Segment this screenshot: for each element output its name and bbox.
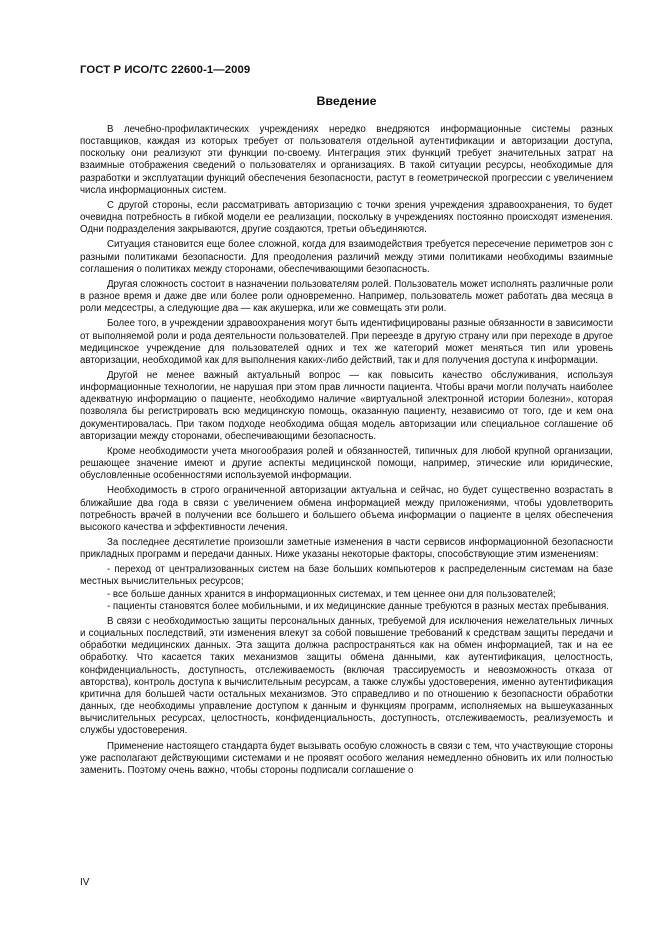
list-item: - все больше данных хранится в информационных системах, и тем ценнее они для пользователей; [80,589,613,601]
paragraph: За последнее десятилетие произошли заметные изменения в части сервисов информационной безопасности прикладных программ и передачи данных. Ниже указаны некоторые факторы, способствующие этим изменениям: [80,537,613,561]
paragraph: Необходимость в строго ограниченной авторизации актуальна и сейчас, но будет существенно возрастать в ближайшие два года в связи с увеличением обмена информацией между приложениями, чтобы удовлетворить потребность врачей в получении все большего и большего объема информации о пациенте в целях обеспечения высокого качества и эффективности лечения. [80,485,613,533]
list-item: - переход от централизованных систем на базе больших компьютеров к распределенным системам на базе местных вычислительных ресурсов; [80,564,613,588]
paragraph: В лечебно-профилактических учреждениях нередко внедряются информационные системы разных поставщиков, каждая из которых требует от пользователя отдельной аутентификации и авторизации доступа, поскольку они реализуют эти функции по-своему. Интеграция этих функций требует значительных затрат на взаимные отображения сведений о пользователях и организациях. В такой ситуации ресурсы, необходимые для разработки и эксплуатации функций обеспечения безопасности, растут в геометрической прогрессии с увеличением числа информационных систем. [80,124,613,196]
paragraph: Более того, в учреждении здравоохранения могут быть идентифицированы разные обязанности в зависимости от выполняемой роли и рода деятельности пользователей. При переезде в другую страну или при переходе в другое медицинское учреждение для пользователей одних и тех же категорий может меняться тип или уровень авторизации, необходимой как для выполнения каких-либо действий, так и для получения доступа к информации. [80,318,613,366]
page-number: IV [80,877,90,888]
paragraph: С другой стороны, если рассматривать авторизацию с точки зрения учреждения здравоохранения, то будет очевидна потребность в гибкой модели ее реализации, поскольку в учреждениях постоянно происходят изменения. Одни подразделения закрываются, другие создаются, третьи объединяются. [80,199,613,236]
body-text [80,124,613,780]
paragraph: Применение настоящего стандарта будет вызывать особую сложность в связи с тем, что участвующие стороны уже располагают действующими системами и не проявят особого желания немедленно обновить их или полностью заменить. Поэтому очень важно, чтобы стороны подписали соглашение о [80,740,613,776]
section-title: Введение [316,94,377,108]
paragraph: Другая сложность состоит в назначении пользователям ролей. Пользователь может исполнять различные роли в разное время и даже две или более роли одновременно. Например, пользователь может работать два месяца в роли медсестры, а следующие два — как акушерка, или же совмещать эти роли. [80,278,613,315]
paragraph: Ситуация становится еще более сложной, когда для взаимодействия требуется пересечение периметров зон с разными политиками безопасности. Для преодоления различий между этими политиками необходимы взаимные соглашения о политиках между сторонами, обеспечивающими безопасность. [80,239,613,275]
paragraph: Другой не менее важный актуальный вопрос — как повысить качество обслуживания, используя информационные технологии, не нарушая при этом прав личности пациента. Чтобы врачи могли получать наиболее адекватную информацию о пациенте, необходимо наличие «виртуальной электронной истории болезни», которая позволяла бы регистрировать всю медицинскую помощь, оказанную пациенту, независимо от того, где и кем она документировалась. При таком подходе необходима общая модель авторизации или специальное соглашение об авторизации между сторонами, обеспечивающими безопасность. [80,369,613,442]
factor-list [80,564,613,613]
list-item: - пациенты становятся более мобильными, и их медицинские данные требуются в разных местах пребывания. [80,601,613,613]
paragraph: В связи с необходимостью защиты персональных данных, требуемой для исключения нежелательных личных и социальных последствий, эти изменения влекут за собой повышение требований к средствам защиты передачи и обработки медицинских данных. Эта защита должна распространяться как на обмен информацией, так и на ее обработку. Что касается таких механизмов защиты обмена данными, как аутентификация, целостность, конфиденциальность, доступность, отслеживаемость (включая трассируемость и невозможность отказа от авторства), контроль доступа к вычислительным ресурсам, а также службы удостоверения, именно аутентификация критична для большей части остальных механизмов. Это справедливо и по отношению к безопасности обработки данных, где необходимы управление доступом к данным и функциям программ, исполняемых на вышеуказанных вычислительных ресурсах, целостность, конфиденциальность, доступность, отслеживаемость, реализуемость и службы удостоверения. [80,615,613,737]
paragraph: Кроме необходимости учета многообразия ролей и обязанностей, типичных для любой крупной организации, решающее значение имеют и другие аспекты медицинской помощи, например, этические или юридические, обусловленные особенностями используемой информации. [80,445,613,482]
document-code-header: ГОСТ Р ИСО/ТС 22600-1—2009 [80,64,251,76]
